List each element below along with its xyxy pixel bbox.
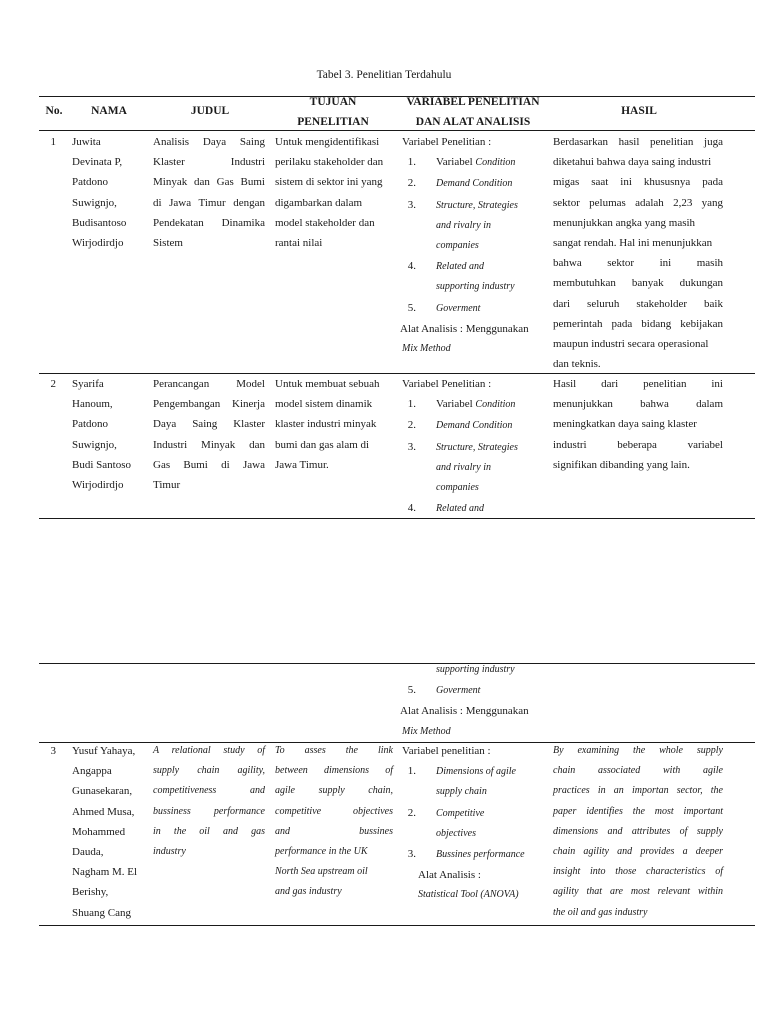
row-nama (72, 741, 152, 923)
hasil-line: migas saat ini khususnya pada (553, 176, 723, 189)
hasil-line: chain associated with agile (553, 765, 723, 777)
header-tujuan (272, 92, 394, 132)
tujuan-line: Untuk membuat sebuah (275, 378, 380, 390)
tujuan-line: agile supply chain, (275, 785, 393, 797)
row-number: 2 (50, 378, 56, 390)
nama-line: Patdono (72, 176, 109, 189)
item-text-italic: Demand Condition (436, 178, 513, 190)
nama-line: Suwignjo, (72, 438, 117, 451)
hasil-line: By examining the whole supply (553, 745, 723, 756)
row-hasil (553, 132, 723, 374)
nama-line: Hanoum, (72, 398, 113, 411)
alat-analisis: Alat Analisis : Menggunakan (400, 705, 529, 718)
item-text-italic: and rivalry in (436, 219, 491, 231)
nama-line: Ahmed Musa, (72, 805, 135, 818)
row-tujuan (275, 374, 393, 475)
row-variabel (402, 132, 548, 359)
item-number: 5. (407, 684, 416, 697)
nama-line: Budi Santoso (72, 458, 131, 471)
nama-line: Dauda, (72, 846, 104, 859)
nama-line: Wirjodirdjo (72, 479, 124, 492)
item-number: 3. (407, 440, 416, 453)
hasil-line: industri beberapa variabel (553, 438, 723, 451)
hasil-line: dimensions and attributes of supply (553, 825, 723, 837)
hasil-line: agility that are most relevant within (553, 886, 723, 898)
judul-line: competitiveness and (153, 785, 265, 797)
item-number: 1. (407, 398, 416, 411)
nama-line: Yusuf Yahaya, (72, 745, 136, 757)
hasil-line: maupun industri secara operasional (553, 338, 709, 351)
variabel-item (402, 761, 548, 782)
header-no: No. (45, 105, 63, 117)
header-tujuan-line2: PENELITIAN (297, 116, 369, 128)
nama-line: Budisantoso (72, 216, 127, 229)
tujuan-line: rantai nilai (275, 237, 323, 250)
nama-line: Mohammed (72, 825, 126, 838)
hasil-line: membutuhkan banyak dukungan (553, 277, 723, 290)
alat-method: Mix Method (402, 343, 451, 355)
item-text-italic: supporting industry (436, 664, 515, 675)
tujuan-line: perilaku stakeholder dan (275, 156, 384, 169)
item-text-italic: Competitive (436, 807, 485, 819)
hasil-line: dan teknis. (553, 358, 601, 371)
variabel-item (402, 298, 548, 319)
item-number: 4. (407, 502, 416, 515)
item-text-italic: supply chain (436, 786, 487, 798)
judul-line: Perancangan Model (153, 378, 265, 390)
tujuan-line: Untuk mengidentifikasi (275, 136, 380, 148)
nama-line: Berishy, (72, 886, 109, 899)
table-bottom-rule (39, 925, 755, 926)
item-number: 3. (407, 848, 416, 861)
hasil-line: sektor pelumas adalah 2,23 yang (553, 196, 723, 209)
header-variabel-line2: DAN ALAT ANALISIS (415, 116, 531, 128)
variabel-item (402, 173, 548, 194)
tujuan-line: between dimensions of (275, 765, 393, 777)
alat-method: Mix Method (402, 725, 451, 737)
tujuan-line: model sistem dinamik (275, 398, 373, 411)
item-text-italic: Goverment (436, 302, 481, 314)
item-number: 2. (407, 177, 416, 190)
item-text-italic: Structure, Strategies (436, 441, 518, 453)
nama-line: Juwita (72, 136, 101, 148)
item-text-italic: companies (436, 240, 479, 252)
table-caption: Tabel 3. Penelitian Terdahulu (316, 69, 452, 81)
header-judul: JUDUL (190, 105, 230, 117)
nama-line: Nagham M. El (72, 866, 138, 879)
judul-line: Industri Minyak dan (153, 438, 265, 451)
tujuan-line: klaster industri minyak (275, 418, 377, 431)
judul-line: bussiness performance (153, 805, 265, 817)
tujuan-line: model stakeholder dan (275, 216, 375, 229)
item-text: Variabel (436, 156, 476, 169)
variabel-title: Variabel penelitian : (402, 745, 491, 757)
judul-line: industry (153, 846, 186, 858)
judul-line: Timur (153, 479, 181, 492)
hasil-line: menunjukkan bahwa dalam (553, 398, 723, 411)
item-text-italic: Related and (436, 261, 485, 273)
table-top-rule (39, 96, 755, 97)
item-text-italic: Bussines performance (436, 849, 525, 861)
header-variabel-line1: VARIABEL PENELITIAN (406, 96, 540, 108)
variabel-item (402, 415, 548, 436)
tujuan-line: and bussines (275, 825, 393, 837)
hasil-line: paper identifies the most important (553, 805, 723, 817)
nama-line: Devinata P, (72, 156, 123, 169)
hasil-line: diketahui bahwa daya saing industri (553, 156, 712, 169)
item-text-italic: Condition (475, 157, 516, 169)
alat-analisis: Alat Analisis : Menggunakan (400, 322, 529, 335)
hasil-line: insight into those characteristics of (553, 866, 723, 878)
judul-line: Daya Saing Klaster (153, 418, 265, 431)
item-text-italic: objectives (436, 827, 476, 839)
alat-analisis: Alat Analisis : (418, 869, 481, 882)
variabel-item (402, 152, 548, 173)
item-number: 2. (407, 419, 416, 432)
row-judul (153, 132, 265, 253)
variabel-item (402, 394, 548, 415)
tujuan-line: competitive objectives (275, 805, 393, 817)
hasil-line: signifikan dibanding yang lain. (553, 458, 690, 471)
judul-line: Minyak dan Gas Bumi (153, 176, 265, 189)
row-number: 1 (50, 136, 56, 148)
header-bottom-rule (39, 130, 755, 131)
tujuan-line: sistem di sektor ini yang (275, 176, 383, 189)
row-judul (153, 374, 265, 495)
judul-line: A relational study of (153, 745, 265, 756)
alat-method: Statistical Tool (ANOVA) (418, 889, 519, 901)
header-hasil: HASIL (621, 105, 657, 117)
row-tujuan (275, 132, 393, 253)
item-number: 1. (407, 156, 416, 169)
tujuan-line: To asses the link (275, 745, 393, 756)
hasil-line: chain agility and provides a deeper (553, 846, 723, 858)
variabel-item (402, 803, 548, 824)
hasil-line: meningkatkan daya saing klaster (553, 418, 697, 431)
header-nama: NAMA (91, 105, 127, 117)
item-text-italic: Related and (436, 503, 485, 515)
item-number: 4. (407, 260, 416, 273)
variabel-item (402, 498, 548, 519)
item-text-italic: companies (436, 482, 479, 494)
header-tujuan-line1: TUJUAN (309, 96, 357, 108)
item-text-italic: Demand Condition (436, 420, 513, 432)
variabel-item (402, 195, 548, 216)
nama-line: Gunasekaran, (72, 785, 133, 798)
tujuan-line: digambarkan dalam (275, 196, 363, 209)
nama-line: Patdono (72, 418, 109, 431)
item-number: 1. (407, 765, 416, 778)
judul-line: Pendekatan Dinamika (153, 216, 265, 229)
row-variabel (402, 374, 548, 519)
nama-line: Syarifa (72, 378, 104, 390)
variabel-item (402, 437, 548, 458)
tujuan-line: performance in the UK (275, 846, 368, 858)
row-tujuan (275, 741, 393, 903)
page-bottom-rule (39, 518, 755, 519)
judul-line: Pengembangan Kinerja (153, 398, 265, 411)
variabel-item (402, 256, 548, 277)
judul-line: Gas Bumi di Jawa (153, 458, 265, 471)
page-top-rule (39, 663, 755, 664)
judul-line: Analisis Daya Saing (153, 136, 265, 148)
hasil-line: pemerintah pada bidang kebijakan (553, 317, 723, 330)
judul-line: Sistem (153, 237, 183, 250)
row-nama (72, 374, 150, 495)
hasil-line: bahwa sektor ini masih (553, 257, 723, 270)
hasil-line: practices in an importan sector, the (553, 785, 723, 797)
row-nama (72, 132, 150, 253)
row-hasil (553, 374, 723, 475)
hasil-line: the oil and gas industry (553, 906, 648, 918)
variabel-title: Variabel Penelitian : (402, 136, 492, 148)
row-number: 3 (50, 745, 56, 757)
hasil-line: Berdasarkan hasil penelitian juga (553, 136, 723, 148)
tujuan-line: bumi dan gas alam di (275, 438, 370, 451)
item-text-italic: supporting industry (436, 281, 515, 293)
judul-line: di Jawa Timur dengan (153, 196, 265, 209)
item-text-italic: and rivalry in (436, 461, 491, 473)
item-text-italic: Condition (475, 399, 516, 411)
hasil-line: dari seluruh stakeholder baik (553, 297, 723, 310)
item-number: 5. (407, 301, 416, 314)
item-text: Variabel (436, 398, 476, 411)
hasil-line: Hasil dari penelitian ini (553, 378, 723, 390)
variabel-title: Variabel Penelitian : (402, 378, 492, 390)
item-text-italic: Goverment (436, 685, 481, 697)
tujuan-line: and gas industry (275, 886, 342, 898)
judul-line: Klaster Industri (153, 156, 265, 169)
judul-line: supply chain agility, (153, 765, 265, 777)
tujuan-line: North Sea upstream oil (275, 866, 368, 878)
item-number: 2. (407, 806, 416, 819)
variabel-item (402, 844, 548, 865)
header-variabel (398, 92, 548, 132)
row-judul (153, 741, 265, 862)
hasil-line: menunjukkan angka yang masih (553, 216, 696, 229)
row-variabel-continued (402, 660, 548, 742)
nama-line: Angappa (72, 765, 112, 778)
row-variabel (402, 741, 548, 906)
variabel-item (402, 680, 548, 701)
judul-line: in the oil and gas (153, 825, 265, 837)
item-number: 3. (407, 198, 416, 211)
nama-line: Shuang Cang (72, 906, 131, 919)
nama-line: Suwignjo, (72, 196, 117, 209)
item-text-italic: Dimensions of agile (436, 766, 516, 778)
row-hasil (553, 741, 723, 923)
item-text-italic: Structure, Strategies (436, 199, 518, 211)
nama-line: Wirjodirdjo (72, 237, 124, 250)
hasil-line: sangat rendah. Hal ini menunjukkan (553, 237, 713, 250)
tujuan-line: Jawa Timur. (275, 458, 329, 471)
